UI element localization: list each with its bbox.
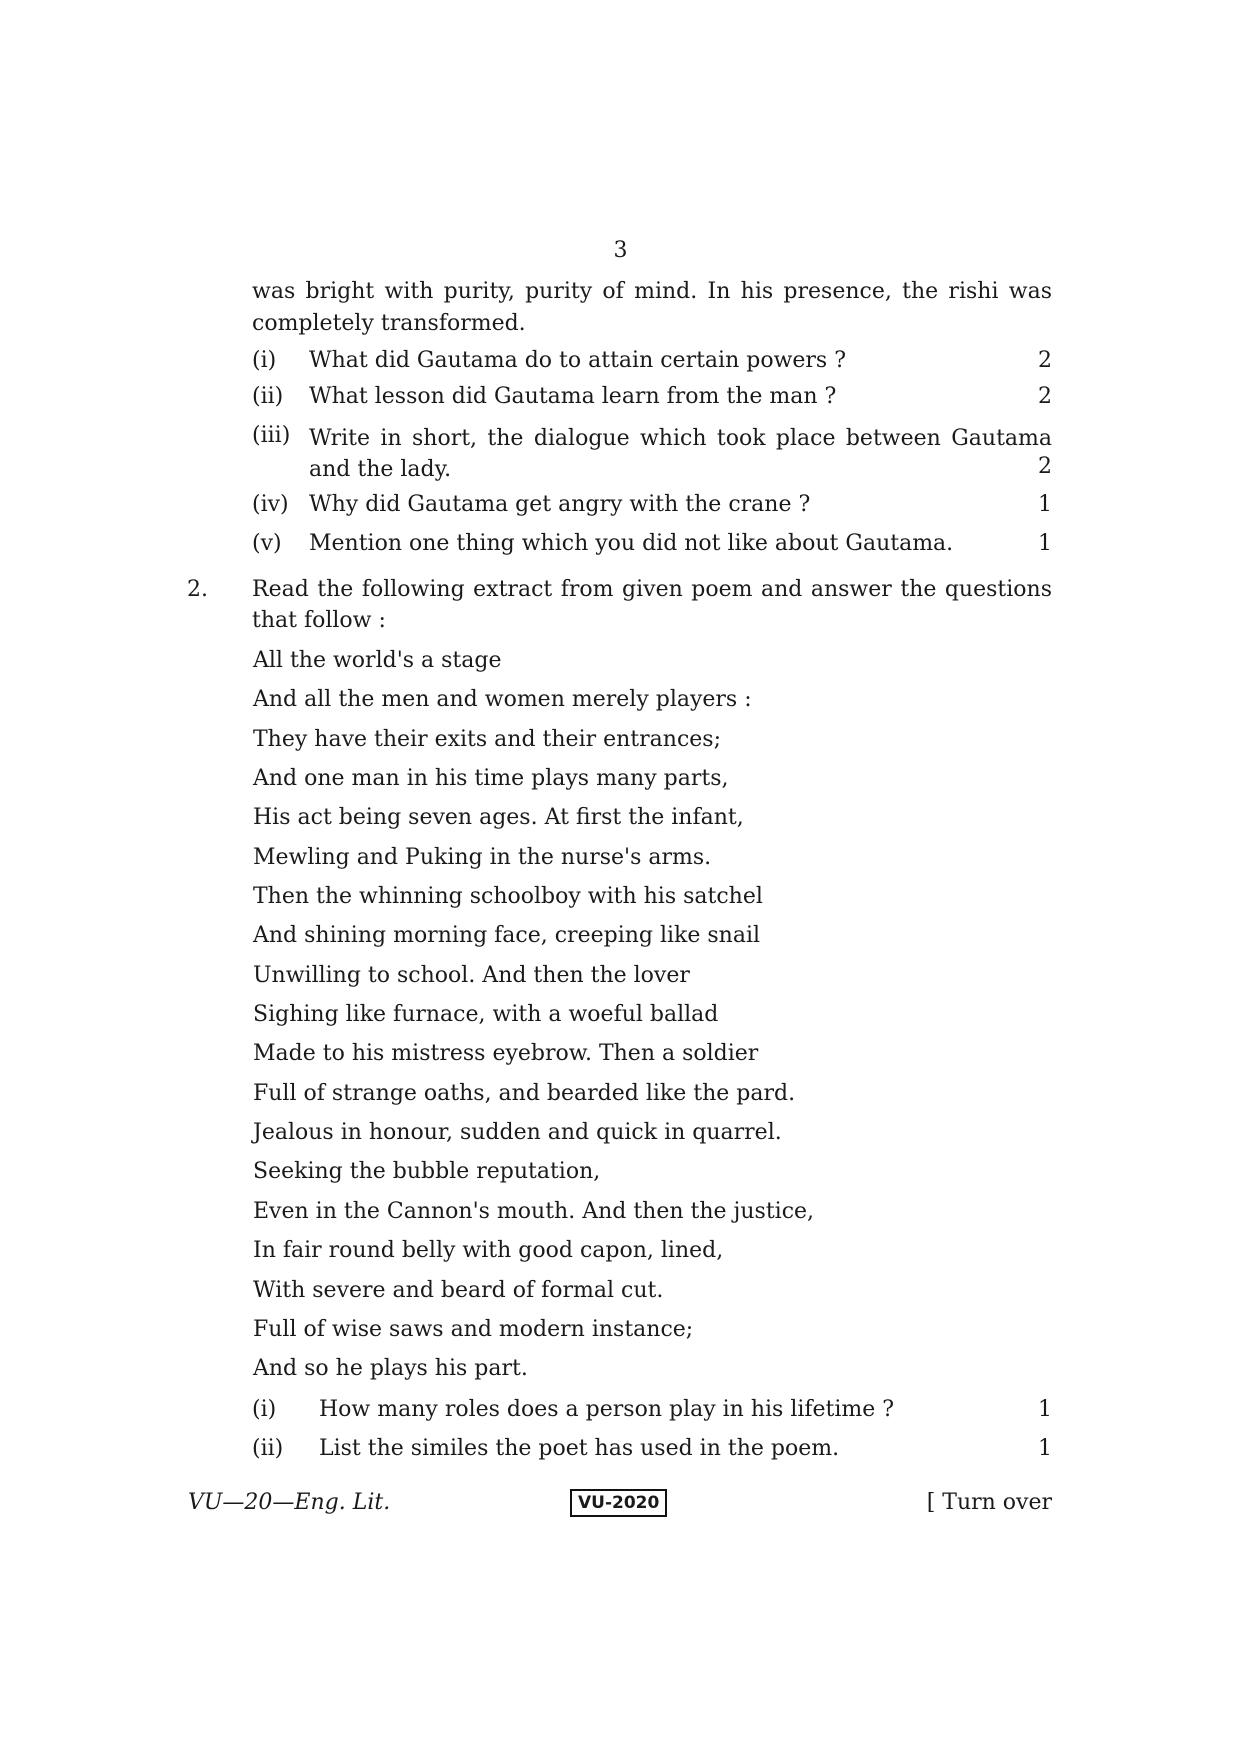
poem-line: All the world's a stage [253,648,502,673]
question-text: Read the following extract from given poem and answer the questions that follow : [252,577,1052,633]
question-marks: 1 [1038,531,1052,556]
page-number: 3 [613,238,628,263]
question-text: Write in short, the dialogue which took place between Gautama and the lady. [309,426,1052,482]
question-text: Why did Gautama get angry with the crane ? [309,492,811,517]
poem-line: Mewling and Puking in the nurse's arms. [253,844,712,870]
question-text: What lesson did Gautama learn from the man ? [309,384,837,409]
poem-line: Jealous in honour, sudden and quick in quarrel. [253,1120,782,1146]
intro-paragraph: was bright with purity, purity of mind. In his presence, the rishi was completely transformed. [252,279,1052,336]
question-number: (i) [252,1397,277,1422]
question-marks: 1 [1038,492,1052,517]
question-marks: 1 [1038,1397,1052,1422]
question-text: How many roles does a person play in his lifetime ? [319,1397,895,1422]
exam-code-box: VU-2020 [570,1489,667,1517]
poem-line: With severe and beard of formal cut. [253,1277,664,1303]
question-number: (iii) [252,423,291,448]
question-text: List the similes the poet has used in the poem. [319,1436,840,1461]
poem-line: Even in the Cannon's mouth. And then the justice, [253,1198,815,1224]
poem-line: Unwilling to school. And then the lover [253,962,690,988]
question-number: (v) [252,531,282,556]
poem-line: Then the whinning schoolboy with his satchel [253,884,763,910]
poem-line: Seeking the bubble reputation, [253,1159,601,1185]
poem-line: Full of strange oaths, and bearded like the pard. [253,1080,796,1106]
poem-line: His act being seven ages. At first the infant, [253,805,744,831]
poem-line: Sighing like furnace, with a woeful ballad [253,1002,719,1028]
poem-line: And one man in his time plays many parts, [253,766,729,792]
question-number: (i) [252,348,277,373]
question-marks: 2 [1038,348,1052,373]
poem-line: Full of wise saws and modern instance; [253,1316,694,1342]
poem-line: In fair round belly with good capon, lined, [253,1238,724,1264]
question-2 [187,574,1052,636]
poem-line: And shining morning face, creeping like snail [253,923,761,949]
question-text: What did Gautama do to attain certain powers ? [309,348,847,373]
question-number: (ii) [252,384,284,409]
paper-code-footer: VU—20—Eng. Lit. [188,1490,391,1515]
poem-extract [253,648,814,1396]
poem-line: They have their exits and their entrances; [253,726,721,752]
question-marks: 1 [1038,1436,1052,1461]
turn-over-note: [ Turn over [926,1490,1052,1515]
question-marks: 2 [1038,384,1052,409]
poem-line: And so he plays his part. [253,1356,528,1382]
poem-line: Made to his mistress eyebrow. Then a soldier [253,1041,759,1067]
question-number: 2. [187,577,208,602]
question-number: (iv) [252,492,289,517]
question-number: (ii) [252,1436,284,1461]
question-marks: 2 [1038,454,1052,479]
poem-line: And all the men and women merely players : [253,687,752,713]
question-text: Mention one thing which you did not like about Gautama. [309,531,954,556]
